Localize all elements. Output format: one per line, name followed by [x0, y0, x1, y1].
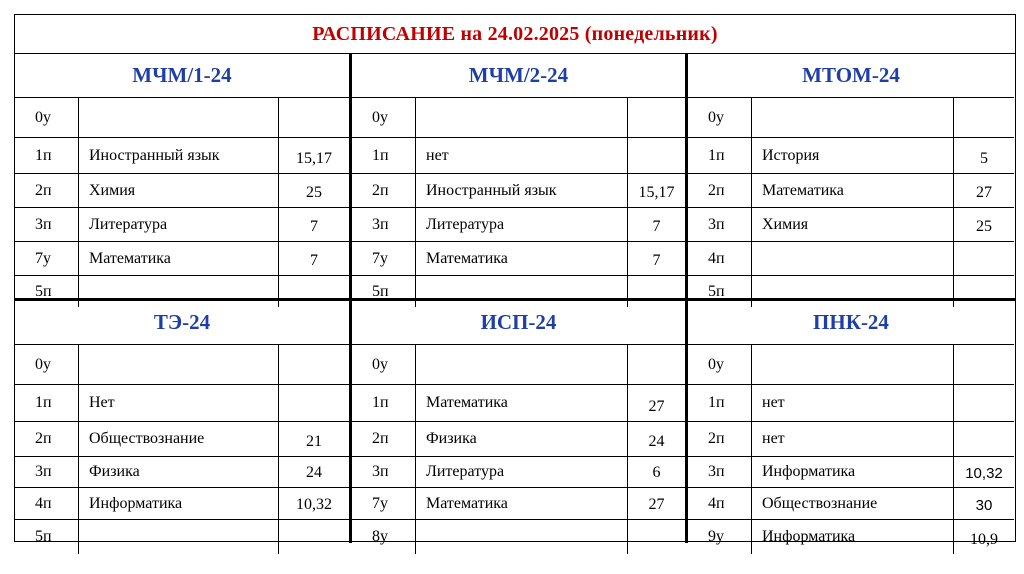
- lesson-number: 4п: [15, 488, 79, 519]
- lesson-row: [352, 422, 685, 457]
- lesson-room: 7: [310, 218, 318, 235]
- lesson-number: 5п: [352, 276, 416, 307]
- lesson-room: 10,9: [970, 531, 998, 548]
- lesson-number: 3п: [15, 208, 79, 241]
- lesson-row: [15, 138, 349, 174]
- lesson-room: [954, 98, 1014, 137]
- lesson-room: 27: [976, 184, 992, 201]
- lesson-number: 0у: [15, 98, 79, 137]
- group-name: МЧМ/2-24: [352, 54, 685, 98]
- lesson-row: [352, 208, 685, 242]
- lesson-row: [15, 174, 349, 208]
- lesson-room: [628, 138, 685, 173]
- lesson-subject: Математика: [416, 385, 628, 421]
- lesson-room: [628, 345, 685, 384]
- lesson-room: 21: [306, 433, 322, 450]
- lesson-room: 30: [975, 497, 993, 514]
- lesson-number: 3п: [688, 208, 752, 241]
- lesson-number: 0у: [352, 345, 416, 384]
- lesson-room: 10,32: [965, 465, 1003, 482]
- lesson-subject: Физика: [79, 457, 279, 487]
- lesson-number: 1п: [15, 385, 79, 421]
- lesson-row: [688, 457, 1014, 488]
- lesson-subject: История: [752, 138, 954, 173]
- lesson-subject: [752, 345, 954, 384]
- lesson-number: 0у: [688, 98, 752, 137]
- lesson-subject: [416, 520, 628, 554]
- lesson-subject: нет: [416, 138, 628, 173]
- lesson-room: [279, 345, 349, 384]
- lesson-number: 2п: [688, 174, 752, 207]
- group-block: [352, 54, 685, 307]
- group-name: ПНК-24: [688, 301, 1014, 345]
- lesson-row: [15, 520, 349, 554]
- lesson-subject: Нет: [79, 385, 279, 421]
- lesson-subject: Иностранный язык: [416, 174, 628, 207]
- lesson-subject: Обществознание: [79, 422, 279, 456]
- lesson-row: [352, 457, 685, 488]
- lesson-row: [688, 138, 1014, 174]
- lesson-room: 25: [976, 218, 992, 235]
- lesson-row: [688, 242, 1014, 276]
- lesson-subject: Информатика: [752, 457, 954, 487]
- lesson-subject: [416, 345, 628, 384]
- lesson-room: 7: [652, 218, 661, 235]
- lesson-room: 7: [310, 252, 318, 269]
- lesson-number: 0у: [688, 345, 752, 384]
- lesson-room: 5: [980, 150, 988, 167]
- lesson-subject: [416, 98, 628, 137]
- lesson-room: 15,17: [296, 150, 332, 167]
- lesson-room: [954, 345, 1014, 384]
- lesson-subject: Информатика: [752, 520, 954, 554]
- lesson-number: 1п: [352, 385, 416, 421]
- lesson-row: [352, 174, 685, 208]
- lesson-row: [688, 174, 1014, 208]
- lesson-subject: Математика: [416, 488, 628, 519]
- lesson-row: [15, 457, 349, 488]
- lesson-subject: Математика: [752, 174, 954, 207]
- lesson-number: 0у: [15, 345, 79, 384]
- lesson-number: 3п: [352, 208, 416, 241]
- lesson-subject: Химия: [752, 208, 954, 241]
- lesson-subject: Иностранный язык: [79, 138, 279, 173]
- lesson-room: 27: [648, 398, 665, 415]
- lesson-row: [352, 488, 685, 520]
- lesson-number: 3п: [688, 457, 752, 487]
- lesson-number: 1п: [688, 385, 752, 421]
- group-name: МЧМ/1-24: [15, 54, 349, 98]
- group-name: МТОМ-24: [688, 54, 1014, 98]
- lesson-row: [15, 208, 349, 242]
- group-name: ИСП-24: [352, 301, 685, 345]
- schedule-sheet: [14, 14, 1016, 548]
- lesson-subject: [79, 98, 279, 137]
- lesson-row: [352, 98, 685, 138]
- lesson-number: 1п: [352, 138, 416, 173]
- lesson-number: 8у: [352, 520, 416, 554]
- lesson-room: [954, 242, 1014, 275]
- lesson-subject: [752, 98, 954, 137]
- lesson-number: 1п: [15, 138, 79, 173]
- lesson-row: [688, 520, 1014, 554]
- lesson-row: [15, 98, 349, 138]
- lesson-room: 6: [652, 464, 661, 481]
- lesson-room: 25: [306, 184, 322, 201]
- lesson-room: 27: [648, 496, 665, 513]
- schedule-title: РАСПИСАНИЕ на 24.02.2025 (понедельник): [15, 15, 1015, 54]
- lesson-room: [279, 98, 349, 137]
- lesson-room: [954, 385, 1014, 421]
- lesson-room: [628, 98, 685, 137]
- lesson-row: [688, 345, 1014, 385]
- lesson-number: 7у: [15, 242, 79, 275]
- lesson-number: 7у: [352, 242, 416, 275]
- lesson-subject: Физика: [416, 422, 628, 456]
- lesson-row: [688, 422, 1014, 457]
- lesson-subject: нет: [752, 385, 954, 421]
- lesson-subject: [79, 345, 279, 384]
- lesson-row: [15, 385, 349, 422]
- lesson-number: 2п: [15, 422, 79, 456]
- lesson-subject: Математика: [416, 242, 628, 275]
- lesson-room: 7: [652, 252, 661, 269]
- lesson-number: 4п: [688, 488, 752, 519]
- group-block: [688, 301, 1014, 554]
- lesson-subject: нет: [752, 422, 954, 456]
- lesson-subject: Обществознание: [752, 488, 954, 519]
- lesson-number: 0у: [352, 98, 416, 137]
- group-block: [15, 301, 349, 554]
- lesson-number: 2п: [352, 422, 416, 456]
- lesson-number: 3п: [15, 457, 79, 487]
- lesson-room: 24: [306, 464, 322, 481]
- lesson-number: 2п: [688, 422, 752, 456]
- lesson-number: 4п: [688, 242, 752, 275]
- lesson-subject: Химия: [79, 174, 279, 207]
- lesson-number: 7у: [352, 488, 416, 519]
- lesson-row: [15, 242, 349, 276]
- lesson-room: 15,17: [638, 184, 675, 201]
- lesson-number: 2п: [352, 174, 416, 207]
- lesson-number: 5п: [15, 276, 79, 307]
- lesson-row: [15, 345, 349, 385]
- lesson-number: 1п: [688, 138, 752, 173]
- lesson-row: [352, 520, 685, 554]
- lesson-row: [688, 488, 1014, 520]
- lesson-room: [628, 520, 685, 554]
- lesson-subject: Литература: [416, 457, 628, 487]
- group-block: [688, 54, 1014, 307]
- lesson-room: 24: [648, 433, 665, 450]
- lesson-row: [688, 98, 1014, 138]
- lesson-number: 9у: [688, 520, 752, 554]
- group-block: [352, 301, 685, 554]
- group-name: ТЭ-24: [15, 301, 349, 345]
- lesson-row: [352, 138, 685, 174]
- lesson-row: [352, 242, 685, 276]
- lesson-row: [352, 345, 685, 385]
- lesson-subject: Математика: [79, 242, 279, 275]
- lesson-subject: [752, 242, 954, 275]
- lesson-number: 3п: [352, 457, 416, 487]
- lesson-room: [279, 520, 349, 554]
- lesson-row: [688, 208, 1014, 242]
- lesson-room: [954, 422, 1014, 456]
- lesson-number: 5п: [688, 276, 752, 307]
- lesson-subject: Литература: [79, 208, 279, 241]
- lesson-number: 5п: [15, 520, 79, 554]
- lesson-subject: [79, 520, 279, 554]
- lesson-number: 2п: [15, 174, 79, 207]
- lesson-row: [688, 385, 1014, 422]
- lesson-row: [352, 385, 685, 422]
- lesson-room: [279, 385, 349, 421]
- lesson-subject: Литература: [416, 208, 628, 241]
- group-block: [15, 54, 349, 307]
- lesson-row: [15, 422, 349, 457]
- lesson-row: [15, 488, 349, 520]
- lesson-room: 10,32: [296, 496, 332, 513]
- lesson-subject: Информатика: [79, 488, 279, 519]
